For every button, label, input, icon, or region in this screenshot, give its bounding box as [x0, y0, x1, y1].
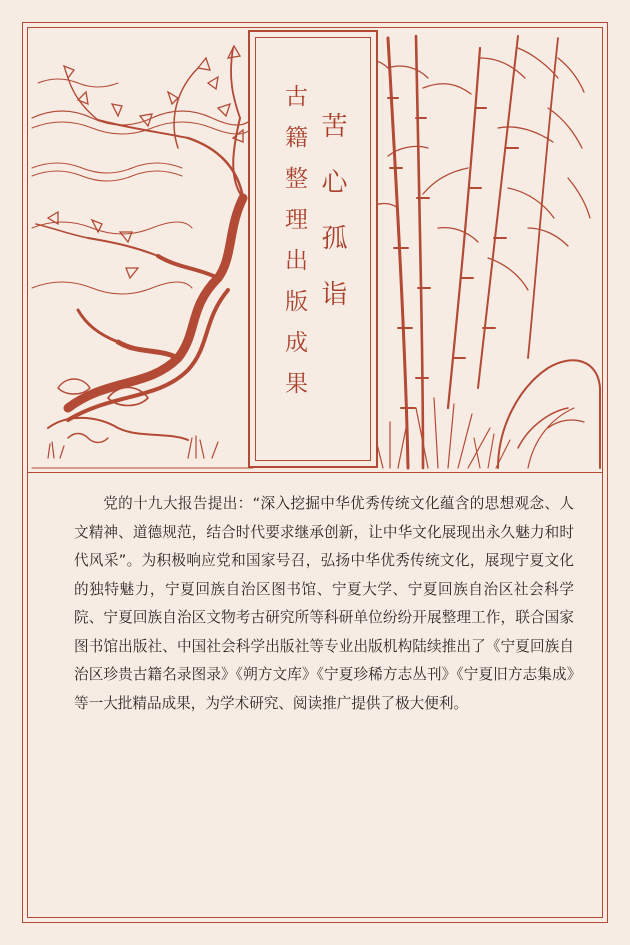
section-divider — [27, 472, 603, 473]
main-title: 苦心孤诣 — [317, 112, 347, 336]
body-paragraph: 党的十九大报告提出：“深入挖掘中华优秀传统文化蕴含的思想观念、人文精神、道德规范，结合时代要求继承创新，让中华文化展现出永久魅力和时代风采”。为积极响应党和国家号召，弘扬中华优秀传统文化，展现宁夏文化的独特魅力，宁夏回族自治区图书馆、宁夏大学、宁夏回族自治区社会科学院、宁夏回族自治区文物考古研究所等科研单位纷纷开展整理工作，联合国家图书馆出版社、中国社会科学出版社等专业出版机构陆续推出了《宁夏回族自治区珍贵古籍名录图录》《朔方文库》《宁夏珍稀方志丛刊》《宁夏旧方志集成》等一大批精品成果，为学术研究、阅读推广提供了极大便利。 — [74, 495, 574, 712]
subtitle: 古籍整理出版成果 — [281, 84, 307, 412]
title-panel-inner-border — [255, 37, 371, 461]
title-panel — [248, 30, 378, 468]
plum-tree-illustration — [32, 46, 253, 468]
bamboo-illustration — [353, 36, 600, 468]
